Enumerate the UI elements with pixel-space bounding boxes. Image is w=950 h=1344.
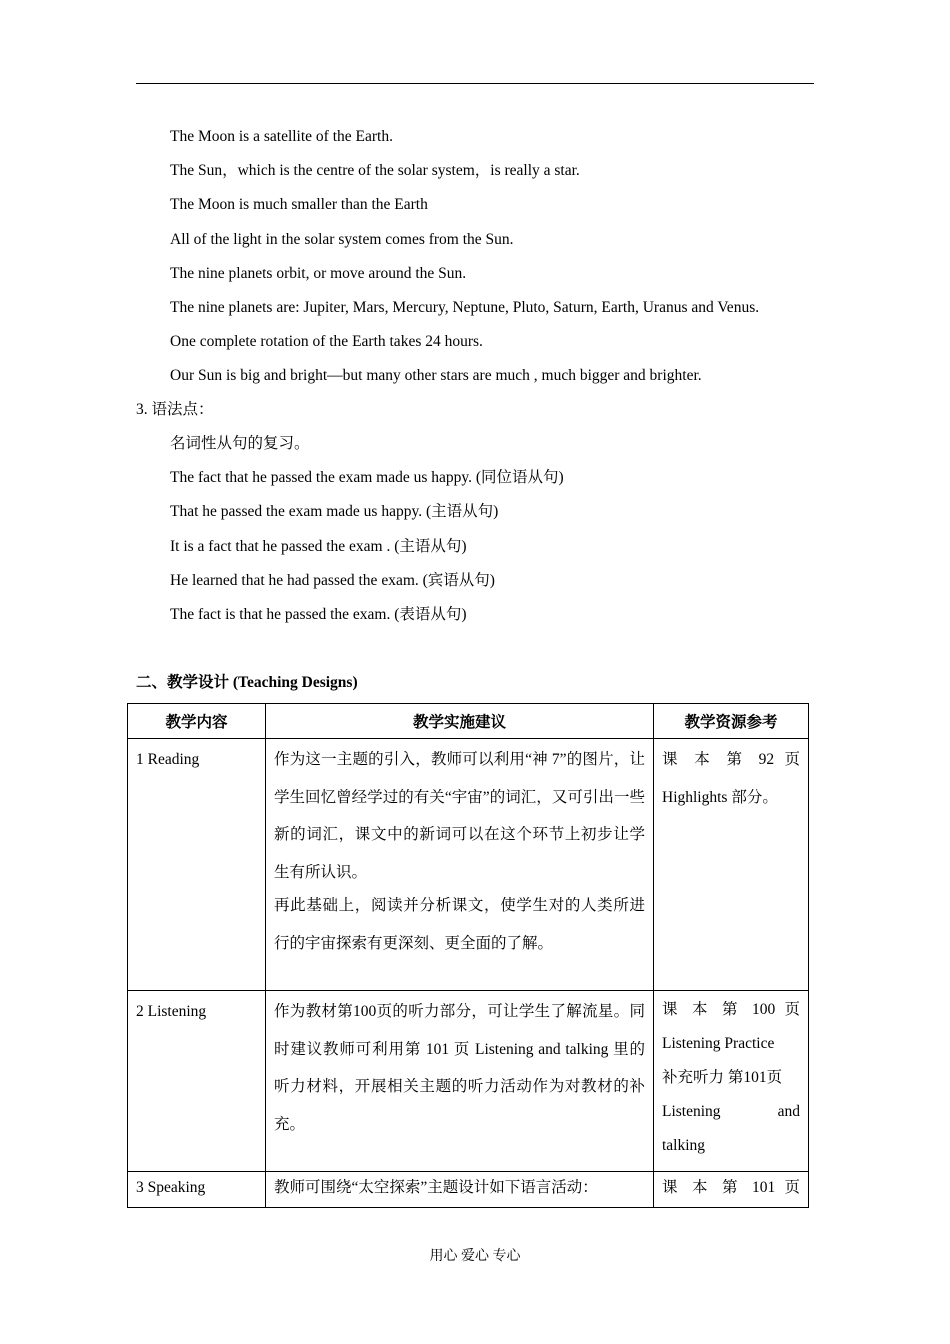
- resource-line: 课 本 第 100 页: [662, 1001, 800, 1018]
- cell-content: 2 Listening: [128, 991, 266, 1172]
- cell-resource: [654, 739, 809, 991]
- suggestion-paragraph: 作为这一主题的引入，教师可以利用“神 7”的图片，让学生回忆曾经学过的有关“宇宙”的词汇，又可引出一些新的词汇，课文中的新词可以在这个环节上初步让学生有所认识。: [274, 751, 645, 881]
- grammar-item: The fact is that he passed the exam. (表语从句): [170, 605, 467, 623]
- suggestion-paragraph: 教师可围绕“太空探索”主题设计如下语言活动：: [274, 1179, 598, 1196]
- page-footer: 用心 爱心 专心: [429, 1249, 521, 1264]
- sentence: The Moon is much smaller than the Earth: [170, 196, 428, 214]
- sentence: The Sun，which is the centre of the solar system，is really a star.: [170, 162, 580, 180]
- resource-line: talking: [662, 1137, 706, 1154]
- column-header-resource: 教学资源参考: [654, 704, 809, 739]
- section-title: 二、教学设计 (Teaching Designs): [136, 674, 358, 691]
- sentence: The nine planets orbit, or move around the Sun.: [170, 264, 467, 282]
- resource-line: 补充听力 第101页: [662, 1069, 783, 1086]
- grammar-heading: 3. 语法点：: [136, 401, 214, 418]
- grammar-item: The fact that he passed the exam made us happy. (同位语从句): [170, 469, 564, 487]
- header-rule: [136, 83, 814, 84]
- table-row: [128, 991, 809, 1172]
- suggestion-paragraph: 作为教材第100页的听力部分，可让学生了解流星。同时建议教师可利用第 101 页 Listening and talking 里的听力材料，开展相关主题的听力活动作为对教材的补充。: [274, 1003, 645, 1133]
- resource-line: Listening Practice: [662, 1035, 775, 1052]
- resource-line: 课 本 第 101 页: [662, 1179, 800, 1196]
- grammar-item: 名词性从句的复习。: [170, 435, 310, 452]
- cell-suggestion: [266, 739, 654, 991]
- grammar-item: That he passed the exam made us happy. (主语从句): [170, 503, 499, 521]
- cell-resource: [654, 991, 809, 1172]
- column-header-suggestion: 教学实施建议: [266, 704, 654, 739]
- grammar-examples: [170, 431, 830, 636]
- sentence: The Moon is a satellite of the Earth.: [170, 128, 393, 145]
- cell-resource: [654, 1172, 809, 1208]
- example-sentences: [170, 124, 830, 398]
- table-header-row: [128, 704, 809, 739]
- table-row: [128, 1172, 809, 1208]
- resource-line: Listening and: [662, 1103, 800, 1120]
- sentence: All of the light in the solar system comes from the Sun.: [170, 230, 514, 248]
- cell-content: 1 Reading: [128, 739, 266, 991]
- sentence: The nine planets are: Jupiter, Mars, Mercury, Neptune, Pluto, Saturn, Earth, Uranus and Venus.: [170, 298, 760, 316]
- resource-line: 课 本 第 92 页: [662, 751, 800, 768]
- sentence: One complete rotation of the Earth takes 24 hours.: [170, 333, 483, 351]
- grammar-item: It is a fact that he passed the exam . (主语从句): [170, 537, 467, 555]
- cell-content: 3 Speaking: [128, 1172, 266, 1208]
- cell-suggestion: [266, 991, 654, 1172]
- cell-suggestion: [266, 1172, 654, 1208]
- suggestion-paragraph: 再此基础上，阅读并分析课文，使学生对的人类所进行的宇宙探索有更深刻、更全面的了解。: [274, 897, 645, 952]
- teaching-design-table: [127, 703, 809, 1208]
- resource-line: Highlights 部分。: [662, 788, 778, 806]
- table-row: [128, 739, 809, 991]
- sentence: Our Sun is big and bright—but many other stars are much , much bigger and brighter.: [170, 367, 702, 385]
- grammar-item: He learned that he had passed the exam. (宾语从句): [170, 571, 495, 589]
- column-header-content: 教学内容: [128, 704, 266, 739]
